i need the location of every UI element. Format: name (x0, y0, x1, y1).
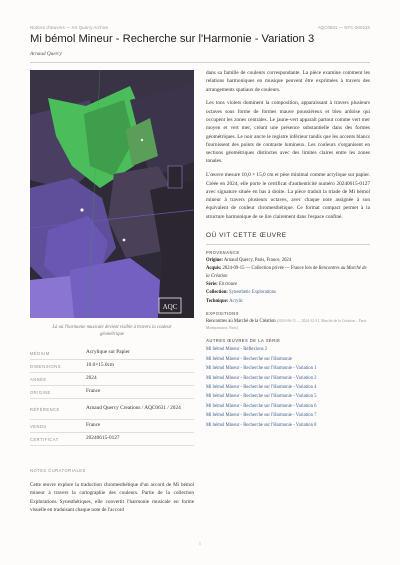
page-number: 1 (198, 541, 202, 546)
spec-row (30, 373, 194, 386)
related-work-link[interactable]: Mi bémol Mineur - Recherche sur l'Harmonie - Variation 7 (206, 413, 317, 419)
description (206, 69, 370, 221)
spec-value: 20240615-0127 (86, 435, 120, 442)
serie-row (206, 281, 370, 289)
spec-row (30, 420, 194, 433)
where-heading: OÙ VIT CETTE ŒUVRE (206, 232, 287, 240)
spec-value: Arnaud Quercy Creations / AQC0631 / 2024 (86, 405, 181, 412)
artist-signature: AQC (162, 303, 178, 311)
related-work-link[interactable]: Mi bémol Mineur - Recherche sur l'Harmonie (206, 356, 292, 362)
spec-label: ANNÉE (30, 376, 47, 382)
collection-label: Collection: (206, 290, 228, 296)
archive-name: Notices d'œuvres — Art Quarry Archive (30, 25, 109, 30)
artwork-image (30, 70, 194, 318)
origin-label: Origine: (206, 258, 223, 264)
page-title: Mi bémol Mineur - Recherche sur l'Harmonie - Variation 3 (30, 33, 315, 45)
reference-code: AQC0631 — NTC-000226 (317, 25, 370, 30)
collection-link[interactable]: Synesthetic Explorations (229, 290, 276, 296)
curatorial-notes: Cette œuvre explore la traduction chromesthétique d'un accord de Mi bémol mineur à travers la cartographie des couleurs. Partie de la collection Explorations Synesthétiques, elle convertit l'harmonie musicale en forme visuelle en traduisant chaque note de l'accord (30, 482, 194, 514)
notes-heading: NOTES CURATORIALES (30, 468, 86, 473)
spec-row (30, 399, 194, 420)
technique-label: Technique: (206, 298, 229, 304)
spec-label: MÉDIUM (30, 350, 50, 356)
acquis-value: 2024-09-15 — Collection privée — France lors de (222, 266, 318, 272)
provenance-origin (206, 257, 370, 265)
related-work-link[interactable]: Mi bémol Mineur - Recherche sur l'Harmonie - Variation 1 (206, 366, 317, 372)
description-paragraph: L'œuvre mesure 10,0 × 15,0 cm et pèse minimal comme acrylique sur papier. Créée en 2024, elle porte le certificat d'authenticité numéro 20240615-0127 avec signature située en bas à droite. La pièce traduit la triade de Mi bémol mineur à travers plusieurs octaves, avec chaque note assignée à son équivalent de couleur chromesthétique. Ce format compact permet à la structure harmonique de se lire clairement dans l'espace confiné. (206, 172, 370, 220)
origin-value: Arnaud Quercy, Paris, France, 2024 (223, 258, 292, 264)
spec-label: RÉFÉRENCE (30, 406, 60, 412)
exposition-title: Rencontres au Marché de la Création (206, 318, 276, 324)
provenance-acquis (206, 265, 370, 281)
serie-value: En trouve (218, 282, 238, 288)
description-paragraph: Les tons violets dominent la composition, apparaissant à travers plusieurs octaves sous forme de formes mauve poussiéreux et bleu ardoise qui occupent les zones centrales. Le jaune-vert apparaît partout comme vert mer moyen et vert mer, créant une présence substantielle dans des formes géométriques. Le noir ancre le registre inférieur tandis que les accents blancs fournissent des points de contraste lumineux. Les couleurs s'organisent en sections géométriques distinctes avec des limites claires entre les zones tonales. (206, 100, 370, 165)
expositions-heading: EXPOSITIONS (206, 310, 239, 316)
exposition-item (206, 318, 370, 333)
related-work-link[interactable]: Mi bémol Mineur - Réflexions 2 (206, 347, 268, 353)
serie-label: Série: (206, 282, 218, 288)
related-work-link[interactable]: Mi bémol Mineur - Recherche sur l'Harmonie - Variation 8 (206, 422, 317, 428)
spec-value: 10.0×15.0cm (86, 362, 114, 369)
spec-value: France (86, 422, 101, 429)
spec-row (30, 360, 194, 373)
spec-label: CERTIFICAT (30, 436, 59, 442)
spec-row (30, 433, 194, 446)
where-divider (206, 244, 370, 245)
collection-row (206, 289, 370, 297)
provenance-heading: PROVENANCE (206, 250, 240, 256)
artist-name: Arnaud Quercy (30, 51, 62, 57)
exposition-detail: (2024-06-15 — 2024-12-31, Marché de la Création – Paris Montparnasse, Paris) (206, 318, 367, 331)
spec-value: Acrylique sur Papier (86, 349, 130, 356)
related-work-link[interactable]: Mi bémol Mineur - Recherche sur l'Harmonie - Variation 4 (206, 385, 317, 391)
related-work-link[interactable]: Mi bémol Mineur - Recherche sur l'Harmonie - Variation 6 (206, 403, 317, 409)
spec-value: 2024 (86, 375, 97, 382)
spec-value: France (86, 388, 101, 395)
technique-value[interactable]: Acrylic (229, 298, 244, 304)
description-paragraph: dans sa famille de couleurs correspondante. La pièce examine comment les relations harmoniques en musique peuvent être exprimées à travers des arrangements spatiaux de couleurs. (206, 70, 370, 93)
spec-label: DIMENSIONS (30, 363, 61, 369)
technique-row (206, 298, 370, 306)
document-header (30, 25, 370, 30)
spec-row (30, 347, 194, 360)
related-heading: AUTRES ŒUVRES DE LA SÉRIE (206, 338, 281, 344)
spec-label: VENDU (30, 423, 47, 429)
related-work-link[interactable]: Mi bémol Mineur - Recherche sur l'Harmonie - Variation 2 (206, 375, 317, 381)
related-works-list (206, 345, 370, 430)
acquis-label: Acquis: (206, 266, 222, 272)
related-work-link[interactable]: Mi bémol Mineur - Recherche sur l'Harmonie - Variation 5 (206, 394, 317, 400)
acquis-event: Rencontres au Marché de la Création (206, 266, 367, 280)
image-caption: Là où l'harmonie musicale devient visible à travers la couleur géométrique (52, 325, 172, 337)
right-column (206, 69, 370, 430)
spec-table (30, 347, 194, 446)
spec-row (30, 386, 194, 399)
header-divider (30, 62, 370, 63)
spec-label: ORIGINE (30, 389, 51, 395)
